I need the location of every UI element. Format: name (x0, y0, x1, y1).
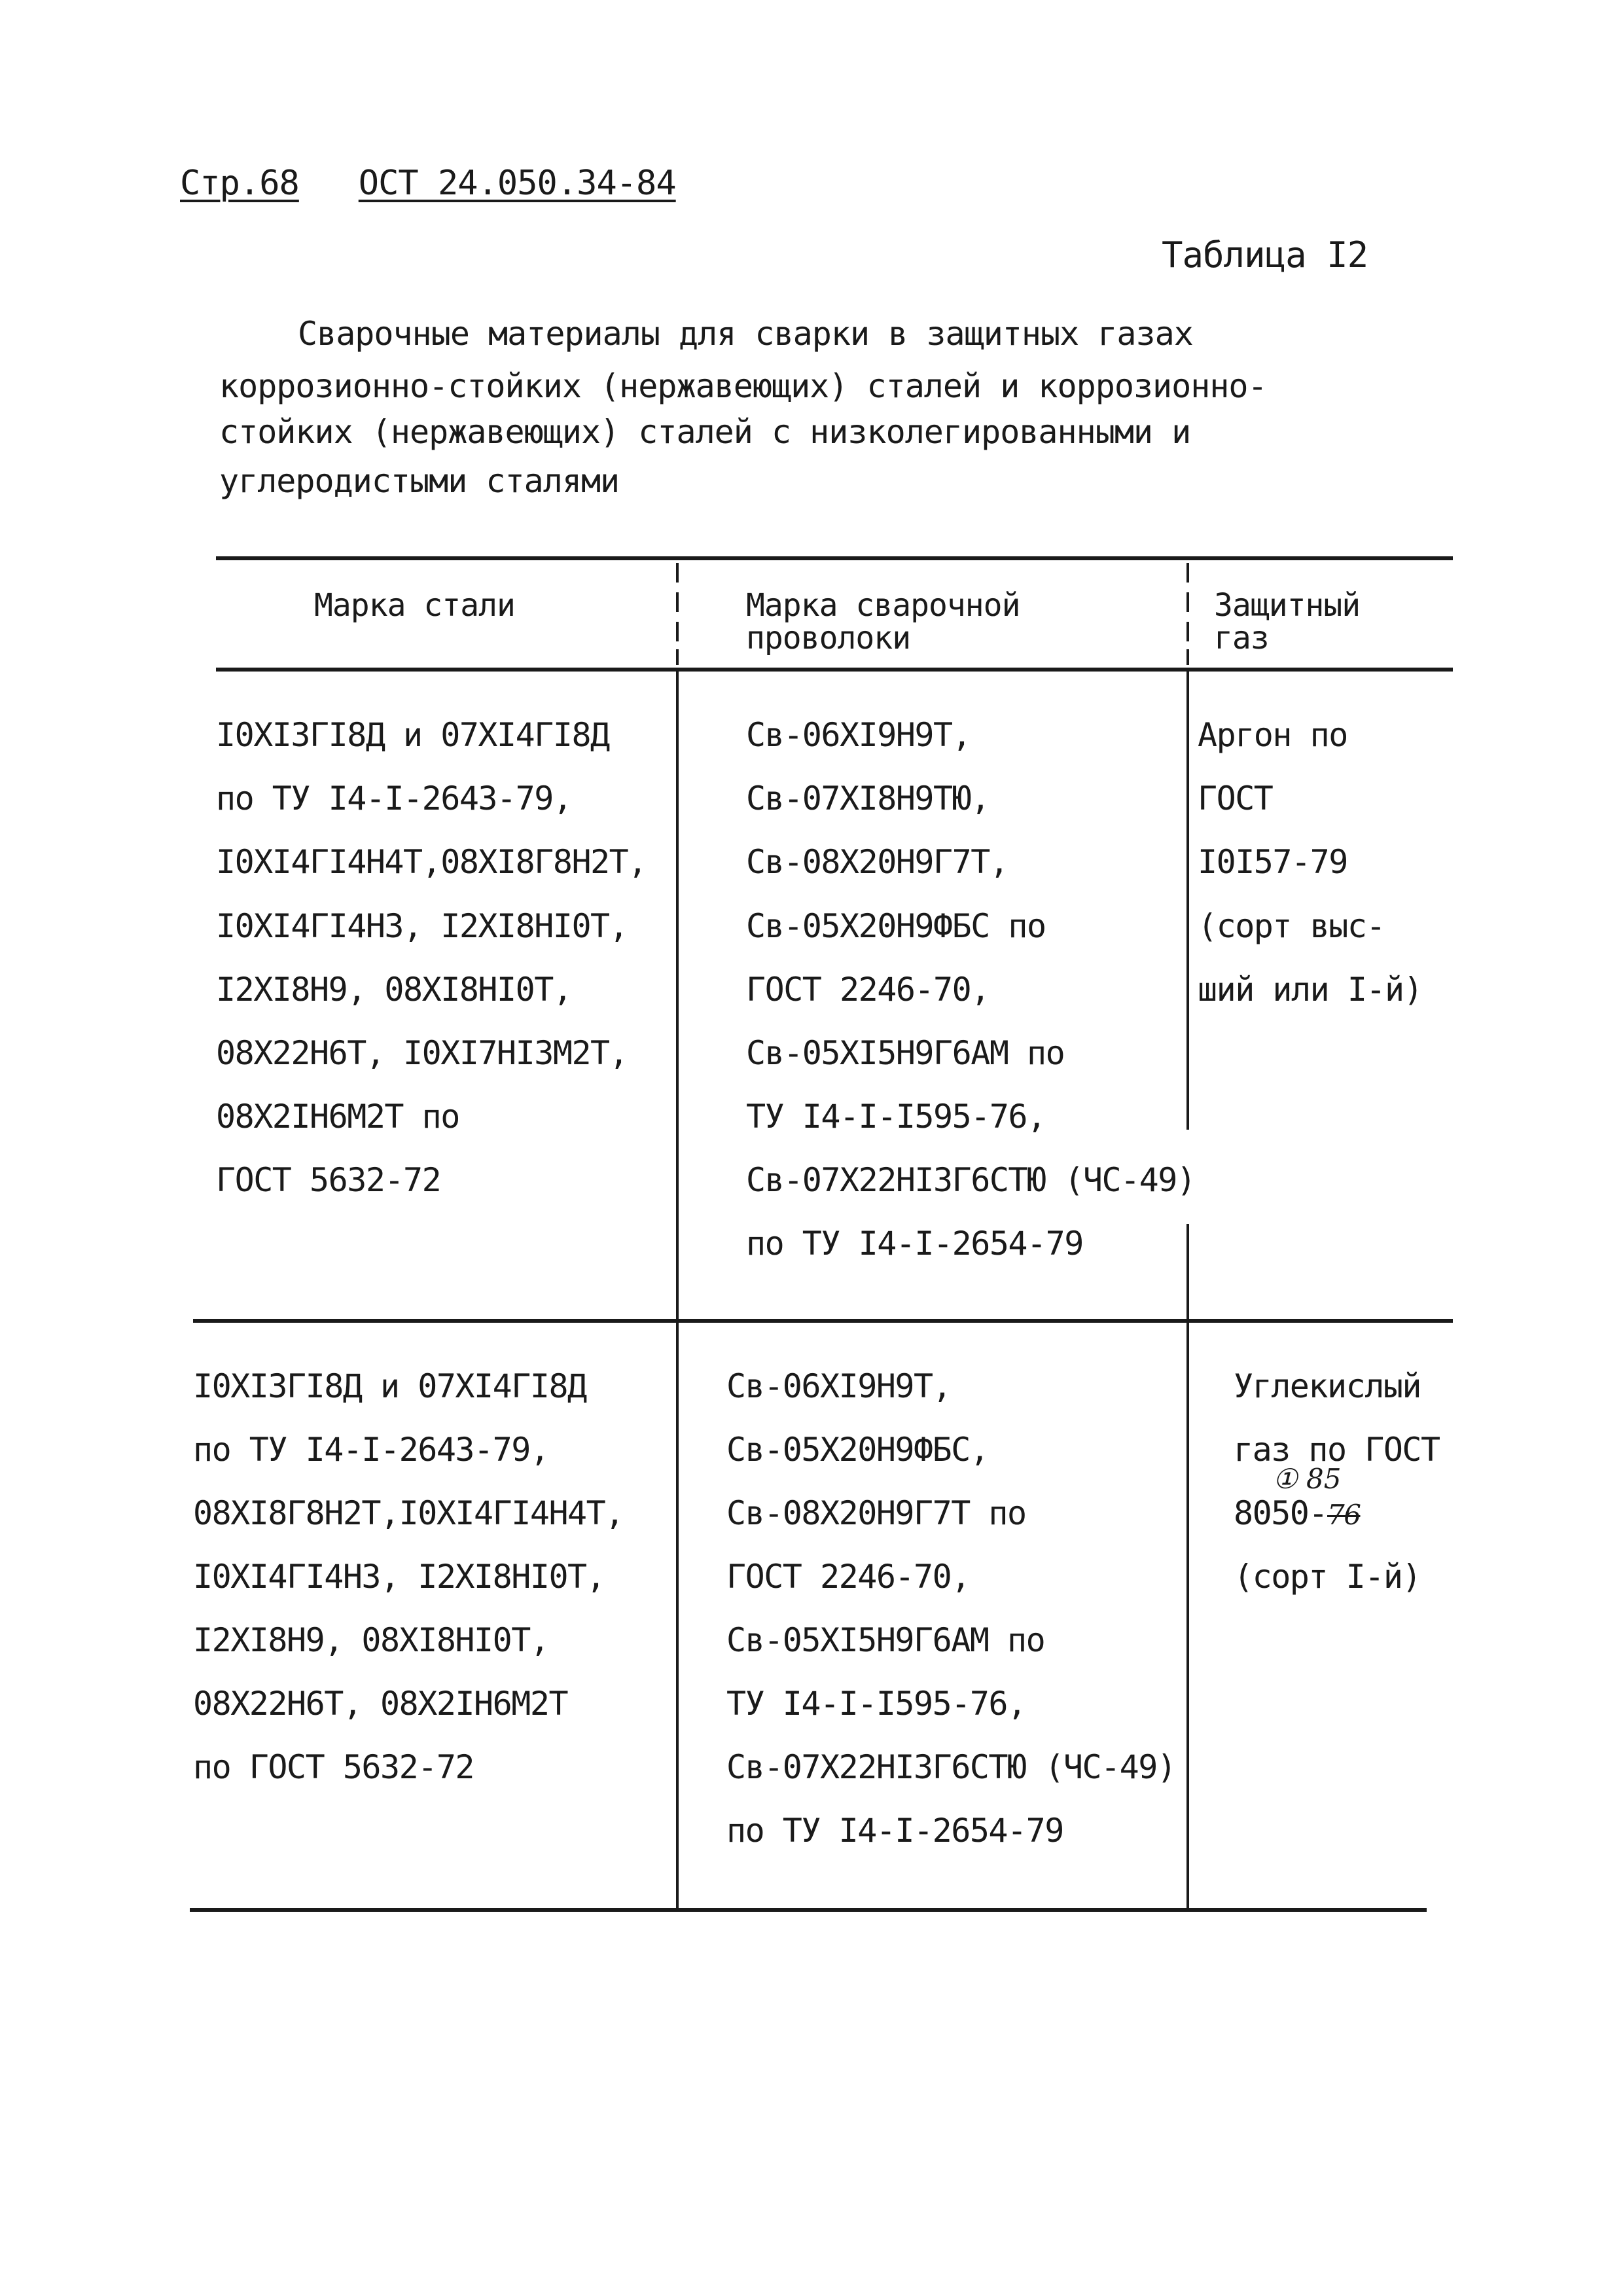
row1-gas-line: ший или I-й) (1198, 971, 1423, 1009)
row2-gas-line (1234, 1494, 1361, 1532)
row1-steel-line: ГОСТ 5632-72 (216, 1161, 441, 1199)
row2-gas-line: газ по ГОСТ (1234, 1431, 1440, 1469)
row1-gas-line: I0I57-79 (1198, 843, 1347, 881)
row1-gas-line: Аргон по (1198, 716, 1347, 754)
row1-wire-line: ТУ I4-I-I595-76, (746, 1098, 1046, 1136)
row1-wire-line: ГОСТ 2246-70, (746, 971, 990, 1009)
row2-steel-line: I0XI3ГI8Д и 07XI4ГI8Д (193, 1367, 586, 1405)
row2-wire-line: Св-06XI9Н9Т, (726, 1367, 952, 1405)
row1-steel-line: I0XI3ГI8Д и 07XI4ГI8Д (216, 716, 609, 754)
table-label: Таблица I2 (1162, 234, 1368, 276)
row2-steel-line: I2XI8Н9, 08XI8НI0Т, (193, 1621, 549, 1659)
row2-steel-line: по ГОСТ 5632-72 (193, 1748, 474, 1786)
row1-wire-line: Св-05XI5Н9Г6АМ по (746, 1034, 1065, 1072)
row2-gas-line: Углекислый (1234, 1367, 1421, 1405)
caption-line: Сварочные материалы для сварки в защитных газах (298, 315, 1193, 353)
row1-steel-line: I0XI4ГI4Н3, I2XI8НI0Т, (216, 907, 628, 945)
handwritten-amendment: ① 85 (1273, 1463, 1342, 1495)
column-header-wire-line: Марка сварочной (746, 587, 1020, 624)
header-bottom-rule (216, 668, 1453, 672)
page-header (180, 164, 676, 203)
row1-steel-line: I0XI4ГI4Н4Т,08XI8Г8Н2Т, (216, 843, 647, 881)
row1-wire-line: Св-07X22НI3Г6СТЮ (ЧС-49) (746, 1161, 1196, 1199)
column-separator (676, 672, 679, 1319)
row1-wire-line: Св-05X20Н9ФБС по (746, 907, 1046, 945)
row2-wire-line: ГОСТ 2246-70, (726, 1558, 970, 1596)
caption-line: стойких (нержавеющих) сталей с низколегированными и (219, 413, 1191, 451)
table-bottom-rule (190, 1908, 1427, 1912)
header-separator (676, 592, 679, 612)
row2-wire-line: Св-08X20Н9Г7Т по (726, 1494, 1026, 1532)
row1-steel-line: 08X2IН6М2Т по (216, 1098, 459, 1136)
row1-steel-line: 08X22Н6Т, I0XI7НI3М2Т, (216, 1034, 628, 1072)
column-header-wire-line: проволоки (746, 620, 911, 656)
row1-wire-line: Св-07XI8Н9ТЮ, (746, 780, 990, 817)
row1-gas-line: (сорт выс- (1198, 907, 1385, 945)
row2-gas-line: (сорт I-й) (1234, 1558, 1421, 1596)
row2-steel-line: I0XI4ГI4Н3, I2XI8НI0Т, (193, 1558, 605, 1596)
row2-steel-line: 08X22Н6Т, 08X2IН6М2Т (193, 1685, 568, 1723)
header-separator (1186, 622, 1189, 641)
column-separator (1186, 1323, 1189, 1912)
row2-wire-line: Св-05XI5Н9Г6АМ по (726, 1621, 1045, 1659)
row2-wire-line: по ТУ I4-I-2654-79 (726, 1812, 1063, 1850)
caption-line: коррозионно-стойких (нержавеющих) сталей и коррозионно- (219, 367, 1267, 405)
row-divider-rule (193, 1319, 1453, 1323)
row2-steel-line: 08XI8Г8Н2Т,I0XI4ГI4Н4Т, (193, 1494, 624, 1532)
standard-code: ОСТ 24.050.34-84 (358, 164, 676, 203)
row1-steel-line: по ТУ I4-I-2643-79, (216, 780, 572, 817)
header-separator (676, 622, 679, 641)
row2-wire-line: Св-05X20Н9ФБС, (726, 1431, 989, 1469)
row2-wire-line: Св-07X22НI3Г6СТЮ (ЧС-49) (726, 1748, 1176, 1786)
header-separator (1186, 592, 1189, 612)
header-separator (1186, 563, 1189, 583)
row2-wire-line: ТУ I4-I-I595-76, (726, 1685, 1026, 1723)
header-separator (1186, 649, 1189, 665)
column-header-wire (746, 589, 1020, 655)
row1-steel-line: I2XI8Н9, 08XI8НI0Т, (216, 971, 572, 1009)
header-separator (676, 649, 679, 665)
column-header-gas-line: газ (1214, 620, 1269, 656)
row1-wire-line: Св-06XI9Н9Т, (746, 716, 971, 754)
header-separator (676, 563, 679, 583)
column-separator (1186, 672, 1189, 1130)
column-header-gas-line: Защитный (1214, 587, 1361, 624)
row1-wire-line: по ТУ I4-I-2654-79 (746, 1225, 1083, 1263)
row1-gas-line: ГОСТ (1198, 780, 1273, 817)
struck-year: 76 (1327, 1499, 1361, 1531)
gost-number-prefix: 8050- (1234, 1494, 1328, 1532)
column-separator (676, 1323, 679, 1912)
table-top-rule (216, 556, 1453, 560)
page-number: Стр.68 (180, 164, 299, 203)
column-separator (1186, 1224, 1189, 1319)
row2-steel-line: по ТУ I4-I-2643-79, (193, 1431, 549, 1469)
column-header-steel: Марка стали (314, 587, 515, 624)
caption-line: углеродистыми сталями (219, 462, 620, 500)
column-header-gas (1214, 589, 1360, 655)
row1-wire-line: Св-08X20Н9Г7Т, (746, 843, 1008, 881)
